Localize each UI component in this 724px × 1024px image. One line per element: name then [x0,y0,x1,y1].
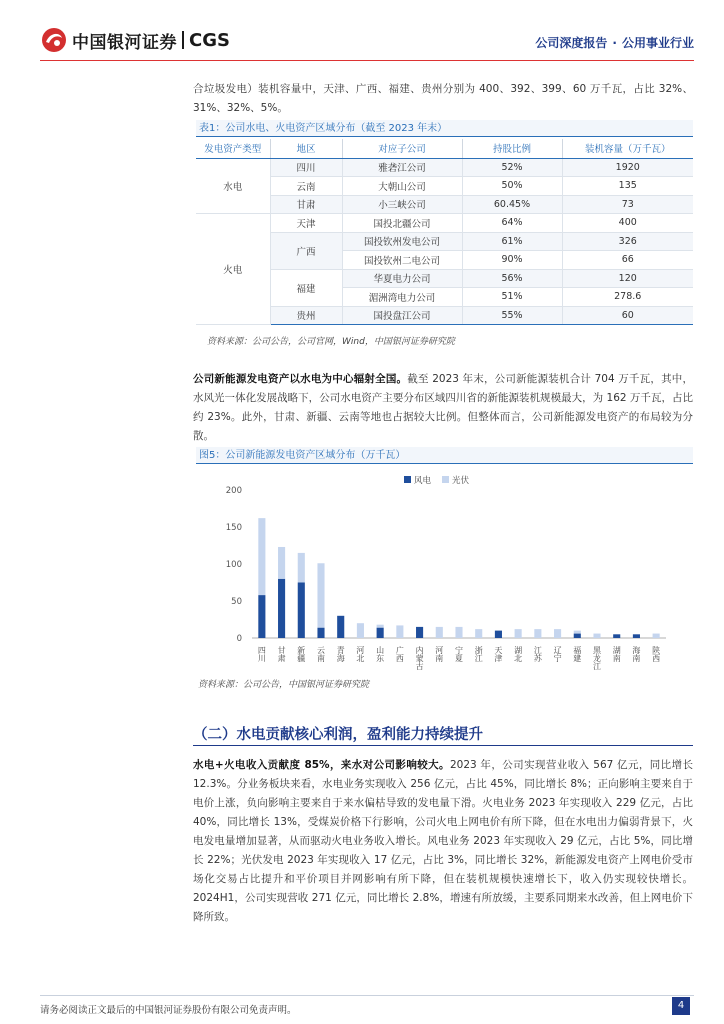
column-header: 地区 [270,139,342,158]
share-cell: 50% [462,177,562,196]
bar-solar [574,631,581,634]
capacity-cell: 278.6 [562,288,693,307]
company-cell: 雅砻江公司 [342,158,462,177]
bar-solar [534,629,541,638]
capacity-cell: 66 [562,251,693,270]
bar-wind [574,634,581,638]
y-tick-label: 200 [225,486,242,496]
table-caption: 表1：公司水电、火电资产区域分布（截至 2023 年末） [196,120,693,137]
footer-divider [40,995,694,996]
table-row [196,269,693,288]
table-header-row [196,139,693,158]
capacity-cell: 120 [562,269,693,288]
bar-wind [416,627,423,638]
x-tick-label: 海南 [631,646,641,662]
bar-wind [298,583,305,639]
table-row [196,306,693,325]
bar-solar [377,625,384,628]
bar-solar [357,623,364,638]
capacity-cell: 135 [562,177,693,196]
x-tick-label: 广西 [395,646,405,662]
bar-wind [495,631,502,638]
brand-name-en: CGS [189,29,230,51]
asset-type-cell: 火电 [196,214,270,325]
y-tick-label: 100 [225,560,242,570]
column-header: 对应子公司 [342,139,462,158]
bar-wind [633,634,640,638]
company-cell: 国投钦州二电公司 [342,251,462,270]
region-cell: 云南 [270,177,342,196]
table-row [196,158,693,177]
x-tick-label: 云南 [316,646,326,662]
share-cell: 64% [462,214,562,233]
company-cell: 湄洲湾电力公司 [342,288,462,307]
x-tick-label: 甘肃 [277,646,287,662]
bar-wind [278,579,285,638]
report-category [535,34,694,51]
share-cell: 90% [462,251,562,270]
paragraph-revenue [193,756,693,927]
x-tick-label: 天津 [493,646,503,662]
chart-svg [196,462,693,674]
region-cell: 天津 [270,214,342,233]
column-header: 持股比例 [462,139,562,158]
legend-label: 风电 [414,476,432,486]
bar-solar [298,553,305,583]
company-cell: 国投钦州发电公司 [342,232,462,251]
x-tick-label: 福建 [572,646,582,662]
table-row [196,177,693,196]
x-tick-label: 江苏 [533,646,543,662]
footer-disclaimer: 请务必阅读正文最后的中国银河证券股份有限公司免责声明。 [40,1005,297,1016]
bar-solar [278,547,285,579]
brand-separator [182,31,184,49]
share-cell: 56% [462,269,562,288]
legend-swatch [404,476,411,483]
bar-solar [593,634,600,638]
company-cell: 小三峡公司 [342,195,462,214]
legend-label: 光伏 [452,476,470,486]
share-cell: 51% [462,288,562,307]
capacity-cell: 326 [562,232,693,251]
column-header: 发电资产类型 [196,139,270,158]
paragraph-lead: 公司新能源发电资产以水电为中心辐射全国。 [193,373,408,385]
page-number: 4 [672,997,690,1015]
company-cell: 华夏电力公司 [342,269,462,288]
paragraph-thermal-capacity: 合垃圾发电）装机容量中，天津、广西、福建、贵州分别为 400、392、399、60 万千瓦，占比 32%、31%、32%、5%。 [193,83,693,114]
capacity-cell: 73 [562,195,693,214]
x-tick-label: 湖北 [513,646,523,662]
section-heading: （二）水电贡献核心利润，盈利能力持续提升 [193,727,483,743]
chart-caption: 图5：公司新能源发电资产区域分布（万千瓦） [196,447,693,464]
page-header [40,26,694,56]
brand-logo [40,26,230,54]
y-tick-label: 50 [231,597,242,607]
bar-solar [515,629,522,638]
paragraph-body: 截至 2023 年末，公司新能源装机合计 704 万千瓦，其中，水风光一体化发展战略下，公司水电资产主要分布区域四川省的新能源装机规模最大，为 162 万千瓦，占比约 23%。此外，甘肃、新疆、云南等地也占据较大比例。但整体而言，公司新能源发电资产的布局较为分散。 [193,373,693,442]
x-tick-label: 河北 [355,646,365,662]
y-tick-label: 0 [236,634,242,644]
capacity-cell: 400 [562,214,693,233]
x-tick-label: 四川 [257,646,267,662]
y-tick-label: 150 [225,523,242,533]
bar-solar [317,563,324,627]
galaxy-logo-icon [40,26,68,54]
x-tick-label: 湖南 [612,646,622,662]
header-divider [40,60,694,61]
x-tick-label: 青海 [336,646,346,662]
capacity-cell: 1920 [562,158,693,177]
share-cell: 52% [462,158,562,177]
capacity-cell: 60 [562,306,693,325]
bar-wind [258,595,265,638]
x-tick-label: 河南 [434,646,444,662]
region-cell: 贵州 [270,306,342,325]
region-cell: 甘肃 [270,195,342,214]
paragraph-lead: 水电+火电收入贡献度 85%，来水对公司影响较大。 [193,759,450,771]
company-cell: 大朝山公司 [342,177,462,196]
brand-name-cn: 中国银河证券 [72,32,177,53]
x-tick-label: 宁夏 [454,646,464,662]
column-header: 装机容量（万千瓦） [562,139,693,158]
x-tick-label: 浙江 [474,646,484,662]
chart-source: 资料来源：公司公告，中国银河证券研究院 [198,680,370,690]
bar-wind [377,628,384,638]
bar-solar [436,627,443,638]
x-tick-label: 辽宁 [553,646,563,662]
section-divider [193,745,693,746]
x-tick-label: 陕西 [651,646,661,662]
legend-swatch [442,476,449,483]
header-dot: · [612,36,617,50]
asset-distribution-table [196,139,693,325]
bar-wind [317,628,324,638]
share-cell: 55% [462,306,562,325]
paragraph-body: 2023 年，公司实现营业收入 567 亿元，同比增长 12.3%。分业务板块来看，水电业务实现收入 256 亿元，占比 45%，同比增长 8%；正向影响主要来自于电价上涨，负向影响主要来自于来水偏枯导致的发电量下滑。火电业务 2023 年实现收入 229 亿元，占比 40%，同比增长 13%，受煤炭价格下行影响，公司火电上网电价有所下降，但在水电出力偏弱背景下，火电发电量增加显著，从而驱动火电业务收入增长。风电业务 2023 年实现收入 29 亿元，占比 5%，同比增长 22%；光伏发电 2023 年实现收入 17 亿元，占比 3%，同比增长 32%，新能源发电资产上网电价受市场化交易占比提升和平价项目并网影响有所下降，但在装机规模快速增长下，收入仍实现较快增长。2024H1，公司实现营收 271 亿元，同比增长 2.8%，增速有所放缓，主要系同期来水改善，但上网电价下降所致。 [193,759,693,923]
bar-wind [337,616,344,638]
bar-solar [396,625,403,638]
asset-type-cell: 水电 [196,158,270,214]
x-tick-label: 山东 [375,646,385,662]
region-cell: 四川 [270,158,342,177]
table-row [196,214,693,233]
bar-solar [653,634,660,638]
share-cell: 60.45% [462,195,562,214]
table-source: 资料来源：公司公告，公司官网，Wind，中国银河证券研究院 [207,337,455,347]
bar-solar [258,518,265,595]
bar-solar [475,629,482,638]
bar-solar [455,627,462,638]
table-row [196,232,693,251]
region-cell: 广西 [270,232,342,269]
x-tick-label: 内蒙古 [415,646,425,670]
x-tick-label: 黑龙江 [592,646,602,670]
bar-wind [613,634,620,638]
table-row [196,195,693,214]
paragraph-new-energy [193,370,693,446]
bar-solar [554,629,561,638]
region-cell: 福建 [270,269,342,306]
share-cell: 61% [462,232,562,251]
company-cell: 国投北疆公司 [342,214,462,233]
company-cell: 国投盘江公司 [342,306,462,325]
new-energy-chart [196,462,693,674]
x-tick-label: 新疆 [296,646,306,662]
report-type: 公司深度报告 [535,36,608,50]
industry-name: 公用事业行业 [621,36,694,50]
